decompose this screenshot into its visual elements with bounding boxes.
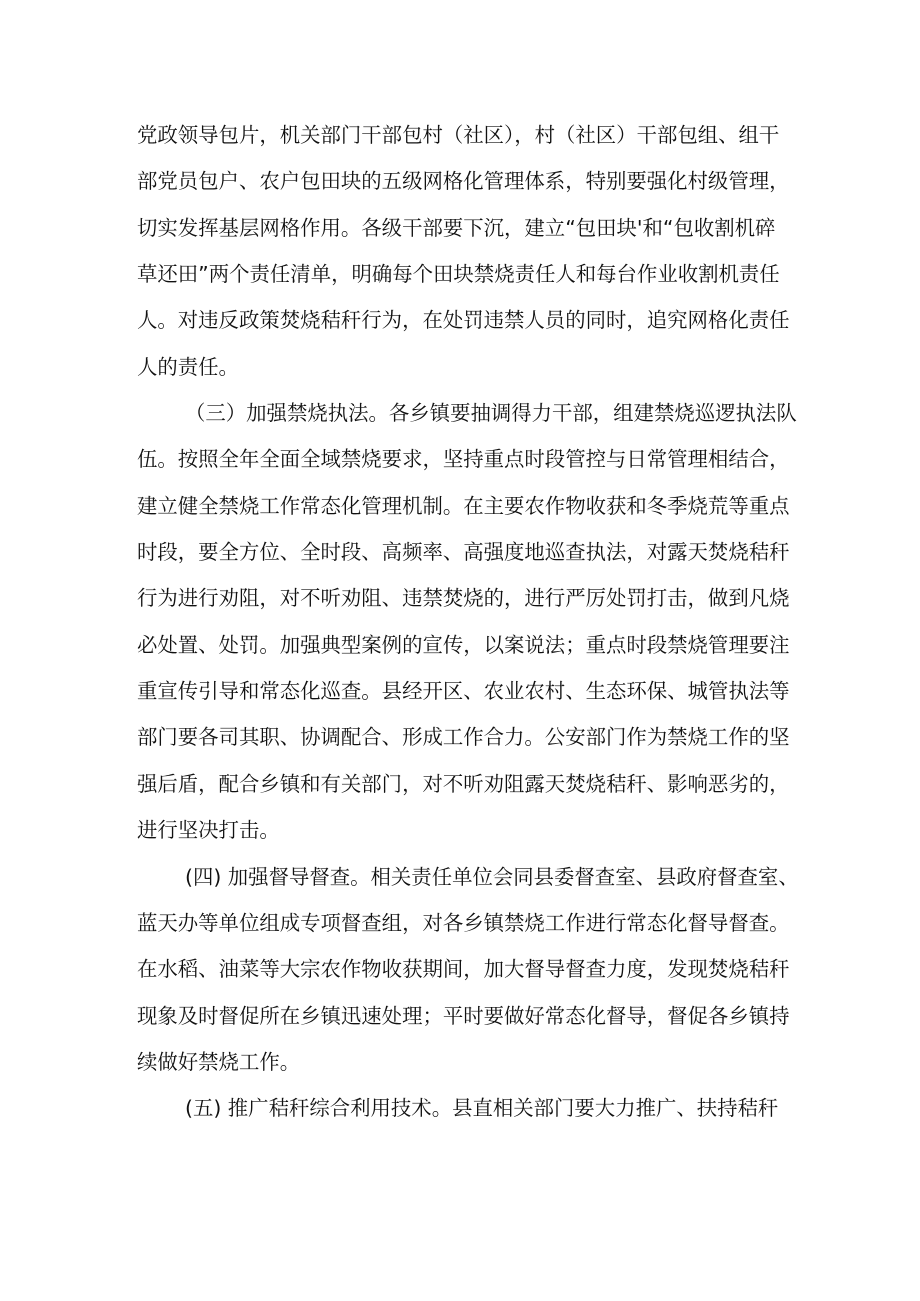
text-line: 蓝天办等单位组成专项督查组，对各乡镇禁烧工作进行常态化督导督查。	[137, 910, 790, 935]
text-line: 党政领导包片，机关部门干部包村（社区），村（社区）干部包组、组干	[137, 123, 780, 147]
text-line: 进行坚决打击。	[137, 818, 280, 843]
text-line: (四) 加强督导督查。相关责任单位会同县委督查室、县政府督查室、	[185, 864, 799, 889]
text-line: 人。对违反政策焚烧秸秆行为，在处罚违禁人员的同时，追究网格化责任	[137, 308, 790, 333]
text-line: 部党员包户、农户包田块的五级网格化管理体系，特别要强化村级管理，	[137, 169, 790, 194]
text-line: 必处置、处罚。加强典型案例的宣传，以案说法；重点时段禁烧管理要注	[137, 632, 790, 657]
text-line: 续做好禁烧工作。	[137, 1049, 301, 1074]
text-line: 建立健全禁烧工作常态化管理机制。在主要农作物收获和冬季烧荒等重点	[137, 493, 790, 518]
paragraph-enforcement	[137, 390, 797, 853]
paragraph-grid-management	[137, 112, 789, 390]
text-line: 时段，要全方位、全时段、高频率、高强度地巡查执法，对露天焚烧秸秆	[137, 540, 790, 565]
text-line: (五) 推广秸秆综合利用技术。县直相关部门要大力推广、扶持秸秆	[185, 1096, 779, 1121]
text-line: 部门要各司其职、协调配合、形成工作合力。公安部门作为禁烧工作的坚	[137, 725, 790, 750]
text-line: （三）加强禁烧执法。各乡镇要抽调得力干部，组建禁烧巡逻执法队	[185, 401, 797, 426]
text-line: 重宣传引导和常态化巡查。县经开区、农业农村、生态环保、城管执法等	[137, 679, 790, 704]
document-body	[137, 112, 799, 1132]
text-line: 现象及时督促所在乡镇迅速处理；平时要做好常态化督导，督促各乡镇持	[137, 1003, 790, 1028]
paragraph-supervision	[137, 854, 799, 1086]
paragraph-straw-utilization	[137, 1085, 789, 1131]
text-line: 草还田”两个责任清单，明确每个田块禁烧责任人和每台作业收割机责任	[137, 262, 780, 287]
text-line: 切实发挥基层网格作用。各级干部要下沉，建立“包田块'和“包收割机碎	[137, 215, 776, 240]
text-line: 人的责任。	[137, 354, 239, 379]
text-line: 强后盾，配合乡镇和有关部门，对不听劝阻露天焚烧秸秆、影响恶劣的，	[137, 771, 790, 796]
text-line: 在水稻、油菜等大宗农作物收获期间，加大督导督查力度，发现焚烧秸秆	[137, 957, 790, 982]
text-line: 伍。按照全年全面全域禁烧要求，坚持重点时段管控与日常管理相结合，	[137, 447, 790, 472]
text-line: 行为进行劝阻，对不听劝阻、违禁焚烧的，进行严厉处罚打击，做到凡烧	[137, 586, 790, 611]
